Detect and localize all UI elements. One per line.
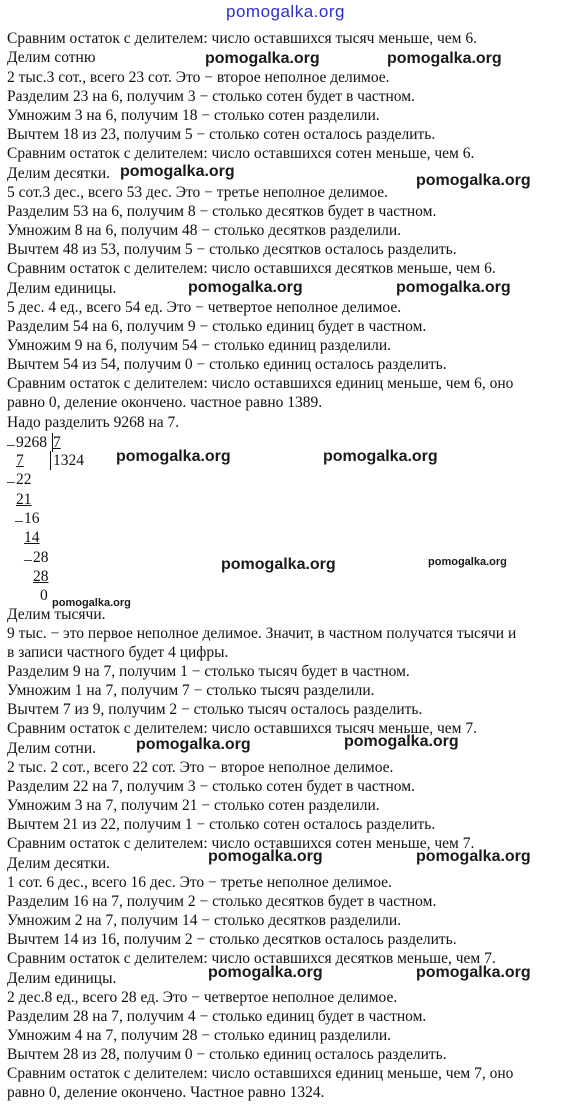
watermark: pomogalka.org (416, 172, 531, 189)
text-line: 2 тыс. 2 сот., всего 22 сот. Это − второе неполное делимое. (7, 759, 394, 776)
text-line: 2 тыс.3 сот., всего 23 сот. Это − второе неполное делимое. (7, 69, 390, 86)
text-line: равно 0, деление окончено. частное равно 1389. (7, 394, 323, 411)
text-line: Делим десятки. (7, 165, 110, 182)
text-line: Вычтем 21 из 22, получим 1 − столько сотен осталось разделить. (7, 816, 436, 833)
text-line: Вычтем 54 из 54, получим 0 − столько единиц осталось разделить. (7, 356, 447, 373)
text-line: Делим десятки. (7, 855, 110, 872)
text-line: Разделим 16 на 7, получим 2 − столько десятков будет в частном. (7, 893, 437, 910)
watermark: pomogalka.org (396, 279, 511, 296)
text-line: Сравним остаток с делителем: число оставшихся сотен меньше, чем 7. (7, 835, 475, 852)
text-line: Вычтем 28 из 28, получим 0 − столько единиц осталось разделить. (7, 1046, 447, 1063)
quotient: 1324 (50, 451, 84, 470)
watermark: pomogalka.org (136, 736, 251, 753)
text-line: 5 сот.3 дес., всего 53 дес. Это − третье неполное делимое. (7, 184, 389, 201)
watermark: pomogalka.org (205, 50, 320, 67)
division-step: 16 (24, 510, 40, 527)
header-watermark[interactable]: pomogalka.org (226, 2, 345, 21)
text-line: Вычтем 48 из 53, получим 5 − столько десятков осталось разделить. (7, 241, 457, 258)
text-line: Разделим 53 на 6, получим 8 − столько десятков будет в частном. (7, 203, 437, 220)
division-step: 28 (33, 568, 49, 585)
division-step: 7 (16, 452, 24, 469)
division-step: 0 (40, 587, 48, 604)
division-step: 28 (33, 549, 49, 566)
text-line: Надо разделить 9268 на 7. (7, 414, 180, 431)
text-line: Вычтем 14 из 16, получим 2 − столько десятков осталось разделить. (7, 931, 457, 948)
text-line: Умножим 4 на 7, получим 28 − столько единиц разделили. (7, 1027, 391, 1044)
watermark: pomogalka.org (120, 163, 235, 180)
text-line: Сравним остаток с делителем: число оставшихся единиц меньше, чем 7, оно (7, 1065, 514, 1082)
watermark: pomogalka.org (416, 964, 531, 981)
minus-sign: _ (7, 431, 15, 448)
text-line: равно 0, деление окончено. Частное равно 1324. (7, 1084, 325, 1101)
watermark: pomogalka.org (387, 50, 502, 67)
text-line: Разделим 28 на 7, получим 4 − столько единиц будет в частном. (7, 1008, 427, 1025)
division-step: 14 (24, 529, 40, 546)
watermark: pomogalka.org (52, 597, 131, 609)
text-line: Умножим 3 на 6, получим 18 − столько сотен разделили. (7, 107, 380, 124)
divisor: 7 (52, 433, 91, 452)
text-line: Умножим 8 на 6, получим 48 − столько десятков разделили. (7, 222, 401, 239)
text-line: 5 дес. 4 ед., всего 54 ед. Это − четвертое неполное делимое. (7, 299, 402, 316)
watermark: pomogalka.org (344, 733, 459, 750)
text-line: Сравним остаток с делителем: число оставшихся сотен меньше, чем 6. (7, 145, 475, 162)
watermark: pomogalka.org (208, 964, 323, 981)
text-line: Делим единицы. (7, 280, 117, 297)
text-line: Разделим 23 на 6, получим 3 − столько сотен будет в частном. (7, 88, 415, 105)
text-line: 1 сот. 6 дес., всего 16 дес. Это − третье неполное делимое. (7, 874, 392, 891)
text-line: 9 тыс. − это первое неполное делимое. Значит, в частном получатся тысячи и (7, 625, 517, 642)
watermark: pomogalka.org (208, 848, 323, 865)
text-line: Вычтем 7 из 9, получим 2 − столько тысяч осталось разделить. (7, 701, 423, 718)
minus-sign: _ (24, 546, 32, 563)
watermark: pomogalka.org (428, 556, 507, 568)
division-step: 22 (16, 471, 32, 488)
text-line: Сравним остаток с делителем: число оставшихся тысяч меньше, чем 7. (7, 720, 477, 737)
dividend: 9268 (16, 434, 47, 451)
text-line: Разделим 54 на 6, получим 9 − столько единиц будет в частном. (7, 318, 427, 335)
division-step: 21 (16, 491, 32, 508)
text-line: 2 дес.8 ед., всего 28 ед. Это − четвертое неполное делимое. (7, 989, 398, 1006)
text-line: Сравним остаток с делителем: число оставшихся тысяч меньше, чем 6. (7, 30, 477, 47)
text-line: Умножим 9 на 6, получим 54 − столько единиц разделили. (7, 337, 391, 354)
text-line: Делим сотни. (7, 740, 97, 757)
minus-sign: _ (7, 468, 15, 485)
minus-sign: _ (15, 507, 23, 524)
text-line: Делим сотню (7, 49, 96, 66)
text-line: Делим тысячи. (7, 606, 106, 623)
watermark: pomogalka.org (416, 848, 531, 865)
text-line: Умножим 3 на 7, получим 21 − столько сотен разделили. (7, 797, 380, 814)
text-line: Сравним остаток с делителем: число оставшихся десятков меньше, чем 6. (7, 260, 496, 277)
text-line: Разделим 22 на 7, получим 3 − столько сотен будет в частном. (7, 778, 415, 795)
text-line: Вычтем 18 из 23, получим 5 − столько сотен осталось разделить. (7, 126, 436, 143)
watermark: pomogalka.org (116, 448, 231, 465)
text-line: в записи частного будет 4 цифры. (7, 644, 229, 661)
text-line: Делим единицы. (7, 970, 117, 987)
text-line: Сравним остаток с делителем: число оставшихся единиц меньше, чем 6, оно (7, 375, 514, 392)
watermark: pomogalka.org (221, 556, 336, 573)
text-line: Разделим 9 на 7, получим 1 − столько тысяч будет в частном. (7, 663, 410, 680)
watermark: pomogalka.org (188, 279, 303, 296)
text-line: Умножим 1 на 7, получим 7 − столько тысяч разделили. (7, 682, 375, 699)
watermark: pomogalka.org (323, 448, 438, 465)
text-line: Умножим 2 на 7, получим 14 − столько десятков разделили. (7, 912, 401, 929)
text-line: Сравним остаток с делителем: число оставшихся десятков меньше, чем 7. (7, 950, 496, 967)
